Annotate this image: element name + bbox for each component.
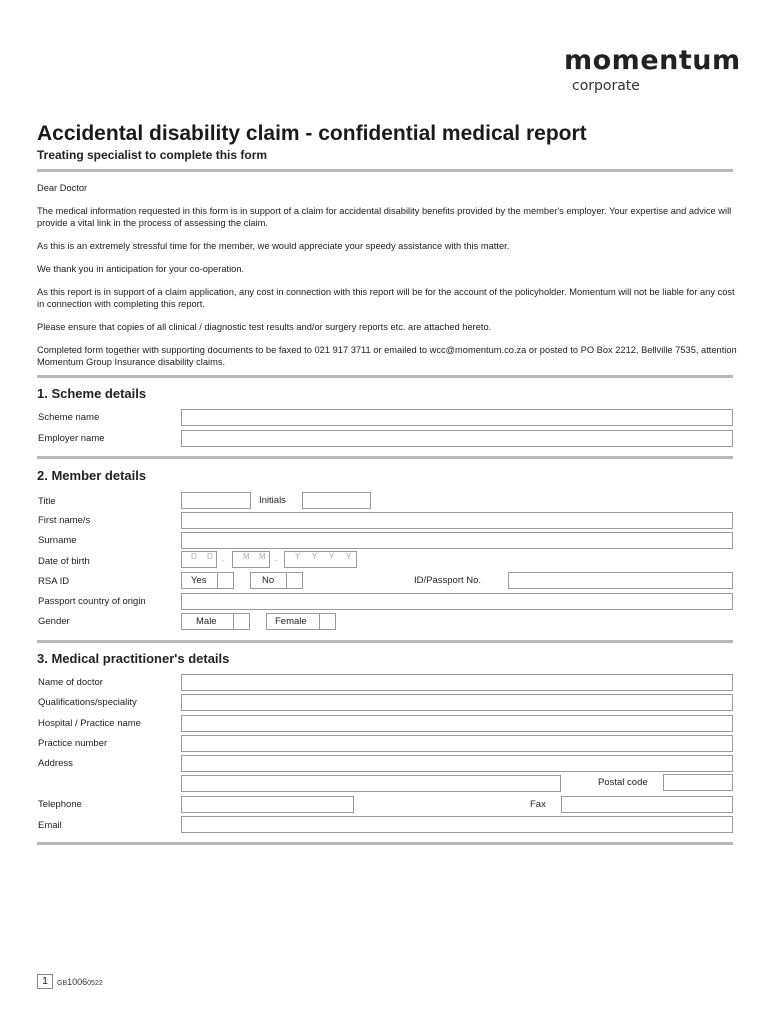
dob-placeholder: Y bbox=[295, 552, 301, 561]
page-number: 1 bbox=[37, 974, 53, 989]
initials-field[interactable] bbox=[302, 492, 371, 509]
address-line1-field[interactable] bbox=[181, 755, 733, 772]
section-heading-member: 2. Member details bbox=[37, 468, 147, 483]
surname-field[interactable] bbox=[181, 532, 733, 549]
scheme-name-field[interactable] bbox=[181, 409, 733, 426]
qualifications-label: Qualifications/speciality bbox=[38, 697, 137, 708]
address-label: Address bbox=[38, 758, 73, 769]
divider bbox=[37, 375, 733, 378]
form-code-prefix: GB bbox=[57, 980, 68, 987]
dob-placeholder: D bbox=[191, 552, 197, 561]
gender-male-checkbox[interactable] bbox=[233, 613, 250, 630]
fax-field[interactable] bbox=[561, 796, 733, 813]
section-heading-practitioner: 3. Medical practitioner's details bbox=[37, 651, 230, 666]
dob-placeholder: Y bbox=[346, 552, 352, 561]
form-code-suffix: 0522 bbox=[87, 980, 103, 987]
rsa-id-yes-checkbox[interactable] bbox=[217, 572, 234, 589]
telephone-field[interactable] bbox=[181, 796, 354, 813]
gender-male-label: Male bbox=[196, 616, 217, 627]
first-names-field[interactable] bbox=[181, 512, 733, 529]
passport-country-field[interactable] bbox=[181, 593, 733, 610]
form-code bbox=[57, 977, 103, 987]
gender-female-checkbox[interactable] bbox=[319, 613, 336, 630]
dob-placeholder: M bbox=[259, 552, 266, 561]
momentum-logo bbox=[564, 46, 742, 94]
surname-label: Surname bbox=[38, 535, 77, 546]
rsa-id-no-label: No bbox=[262, 575, 275, 586]
dob-separator: - bbox=[222, 556, 225, 565]
intro-paragraph: Completed form together with supporting documents to be faxed to 021 917 3711 or emailed to wcc@momentum.co.za or posted to PO Box 2212, Bellville 7535, attention Momentum Group Insurance disability claims. bbox=[37, 345, 737, 367]
title-label: Title bbox=[38, 496, 56, 507]
form-code-main: 1006 bbox=[67, 977, 88, 987]
qualifications-field[interactable] bbox=[181, 694, 733, 711]
employer-name-field[interactable] bbox=[181, 430, 733, 447]
divider bbox=[37, 169, 733, 172]
passport-no-label: ID/Passport No. bbox=[414, 575, 482, 586]
intro-paragraph: We thank you in anticipation for your co-operation. bbox=[37, 264, 245, 274]
passport-country-label: Passport country of origin bbox=[38, 596, 146, 607]
rsa-id-yes-label: Yes bbox=[191, 575, 207, 586]
email-label: Email bbox=[38, 820, 62, 831]
initials-label: Initials bbox=[259, 495, 286, 506]
fax-label: Fax bbox=[530, 799, 546, 810]
postal-code-field[interactable] bbox=[663, 774, 733, 791]
address-line2-field[interactable] bbox=[181, 775, 561, 792]
dob-separator: - bbox=[275, 556, 278, 565]
dob-placeholder: D bbox=[207, 552, 213, 561]
dob-placeholder: Y bbox=[312, 552, 318, 561]
postal-code-label: Postal code bbox=[598, 777, 648, 788]
logo-name: momentum bbox=[564, 45, 741, 76]
passport-no-field[interactable] bbox=[508, 572, 733, 589]
intro-paragraph: Please ensure that copies of all clinical / diagnostic test results and/or surgery reports etc. are attached hereto. bbox=[37, 322, 492, 332]
salutation: Dear Doctor bbox=[37, 183, 88, 193]
title-field[interactable] bbox=[181, 492, 251, 509]
rsa-id-no-checkbox[interactable] bbox=[286, 572, 303, 589]
scheme-name-label: Scheme name bbox=[38, 412, 100, 423]
section-heading-scheme: 1. Scheme details bbox=[37, 386, 147, 401]
intro-paragraph: As this report is in support of a claim application, any cost in connection with this report will be for the account of the policyholder. Momentum will not be liable for any cost in connection with completing this report. bbox=[37, 287, 735, 309]
hospital-field[interactable] bbox=[181, 715, 733, 732]
gender-female-label: Female bbox=[275, 616, 307, 627]
gender-label: Gender bbox=[38, 616, 70, 627]
telephone-label: Telephone bbox=[38, 799, 82, 810]
practice-number-field[interactable] bbox=[181, 735, 733, 752]
divider bbox=[37, 456, 733, 459]
divider bbox=[37, 640, 733, 643]
rsa-id-label: RSA ID bbox=[38, 576, 70, 587]
dob-label: Date of birth bbox=[38, 556, 90, 567]
dob-placeholder: M bbox=[243, 552, 250, 561]
employer-name-label: Employer name bbox=[38, 433, 105, 444]
doctor-name-label: Name of doctor bbox=[38, 677, 103, 688]
practice-number-label: Practice number bbox=[38, 738, 108, 749]
page-subtitle: Treating specialist to complete this form bbox=[37, 148, 268, 162]
first-names-label: First name/s bbox=[38, 515, 91, 526]
divider bbox=[37, 842, 733, 845]
intro-paragraph: As this is an extremely stressful time for the member, we would appreciate your speedy assistance with this matter. bbox=[37, 241, 510, 251]
doctor-name-field[interactable] bbox=[181, 674, 733, 691]
hospital-label: Hospital / Practice name bbox=[38, 718, 141, 729]
dob-placeholder: Y bbox=[329, 552, 335, 561]
intro-text bbox=[37, 182, 737, 379]
email-field[interactable] bbox=[181, 816, 733, 833]
logo-sub: corporate bbox=[572, 78, 640, 94]
intro-paragraph: The medical information requested in this form is in support of a claim for accidental disability benefits provided by the member's employer. Your expertise and advice will provide a vital link in the process of assessing the claim. bbox=[37, 206, 732, 228]
page-title: Accidental disability claim - confidential medical report bbox=[37, 122, 587, 145]
